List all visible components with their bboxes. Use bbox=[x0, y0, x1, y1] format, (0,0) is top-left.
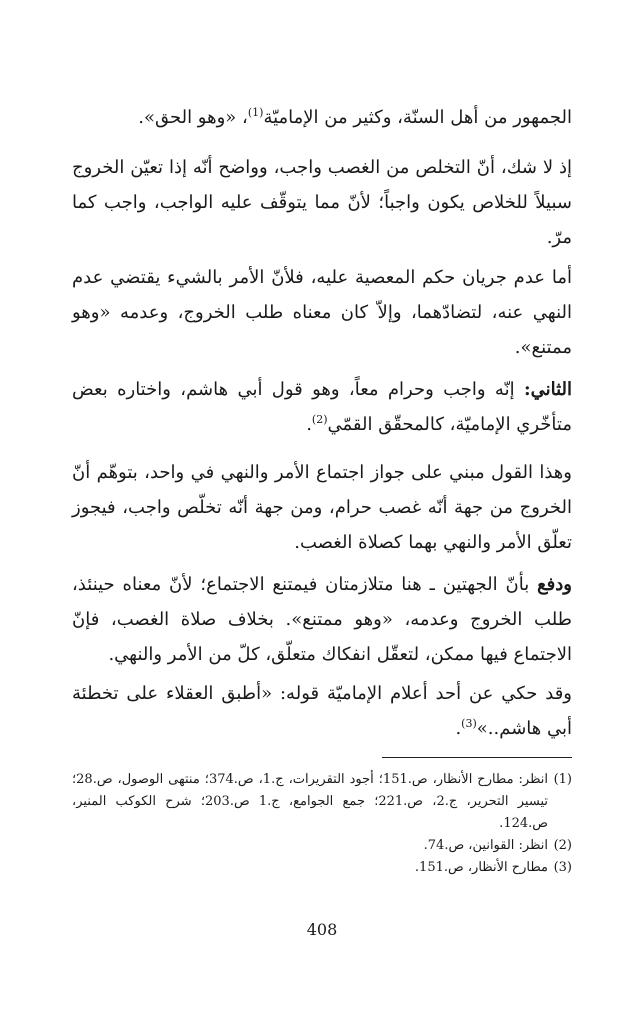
footnote-marker: (2) bbox=[311, 413, 328, 426]
paragraph-2 bbox=[72, 150, 572, 255]
footnote-1 bbox=[72, 769, 572, 835]
paragraph-7 bbox=[72, 676, 572, 746]
footnotes bbox=[72, 769, 572, 879]
paragraph-5 bbox=[72, 455, 572, 560]
lead-word: ودفع bbox=[537, 574, 572, 595]
paragraph-tail: . bbox=[306, 414, 312, 435]
paragraph-text: وهذا القول مبني على جواز اجتماع الأمر والنهي في واحد، بتوهّم أنّ الخروج من جهة أنّه غصب حرام، ومن جهة أنّه تخلّص واجب، فيجوز تعلّق الأمر والنهي بهما كصلاة الغصب. bbox=[72, 462, 572, 553]
paragraph-text: وقد حكي عن أحد أعلام الإماميّة قوله: «أطبق العقلاء على تخطئة أبي هاشم..» bbox=[72, 683, 572, 739]
footnote-text: انظر: مطارح الأنظار، ص.151؛ أجود التقريرات، ج.1، ص.374؛ منتهى الوصول، ص.28؛ تيسير التحرير، ج.2، ص.221؛ جمع الجوامع، ج.1 ص.203؛ شرح الكوكب المنير، ص.124. bbox=[72, 772, 548, 831]
paragraph-4 bbox=[72, 372, 572, 442]
footnote-divider bbox=[382, 757, 572, 758]
paragraph-text: بأنّ الجهتين ـ هنا متلازمتان فيمتنع الاجتماع؛ لأنّ معناه حينئذ، طلب الخروج وعدمه، «وهو ممتنع». بخلاف صلاة الغصب، فإنّ الاجتماع فيها ممكن، لتعقّل انفكاك متعلّق، كلّ من الأمر والنهي. bbox=[72, 574, 572, 665]
paragraph-tail: . bbox=[455, 718, 462, 739]
paragraph-text: إنّه واجب وحرام معاً، وهو قول أبي هاشم، واختاره بعض متأخّري الإماميّة، كالمحقّق القمّي bbox=[72, 379, 572, 435]
footnote-number: (2) bbox=[553, 838, 572, 853]
page-number: 408 bbox=[306, 920, 338, 939]
paragraph-tail: ، «وهو الحق». bbox=[138, 107, 248, 128]
footnote-text: مطارح الأنظار، ص.151. bbox=[414, 860, 548, 875]
paragraph-6 bbox=[72, 567, 572, 672]
paragraph-1 bbox=[72, 100, 572, 135]
paragraph-text: إذ لا شك، أنّ التخلص من الغصب واجب، وواضح أنّه إذا تعيّن الخروج سبيلاً للخلاص يكون واجباً؛ لأنّ مما يتوقّف عليه الواجب، واجب كما مرّ. bbox=[72, 157, 572, 248]
footnote-number: (1) bbox=[553, 772, 572, 787]
paragraph-3 bbox=[72, 260, 572, 365]
footnote-number: (3) bbox=[553, 860, 572, 875]
footnote-2 bbox=[72, 835, 572, 857]
footnote-3 bbox=[72, 857, 572, 879]
footnote-marker: (3) bbox=[461, 717, 477, 730]
book-page bbox=[72, 0, 572, 1015]
paragraph-text: الجمهور من أهل السنّة، وكثير من الإماميّة bbox=[263, 107, 572, 128]
section-label: الثاني: bbox=[523, 379, 572, 400]
footnote-text: انظر: القوانين، ص.74. bbox=[423, 838, 548, 853]
paragraph-text: أما عدم جريان حكم المعصية عليه، فلأنّ الأمر بالشيء يقتضي عدم النهي عنه، لتضادّهما، وإلاّ كان معناه طلب الخروج، وعدمه «وهو ممتنع». bbox=[72, 267, 572, 358]
footnote-marker: (1) bbox=[247, 106, 264, 119]
